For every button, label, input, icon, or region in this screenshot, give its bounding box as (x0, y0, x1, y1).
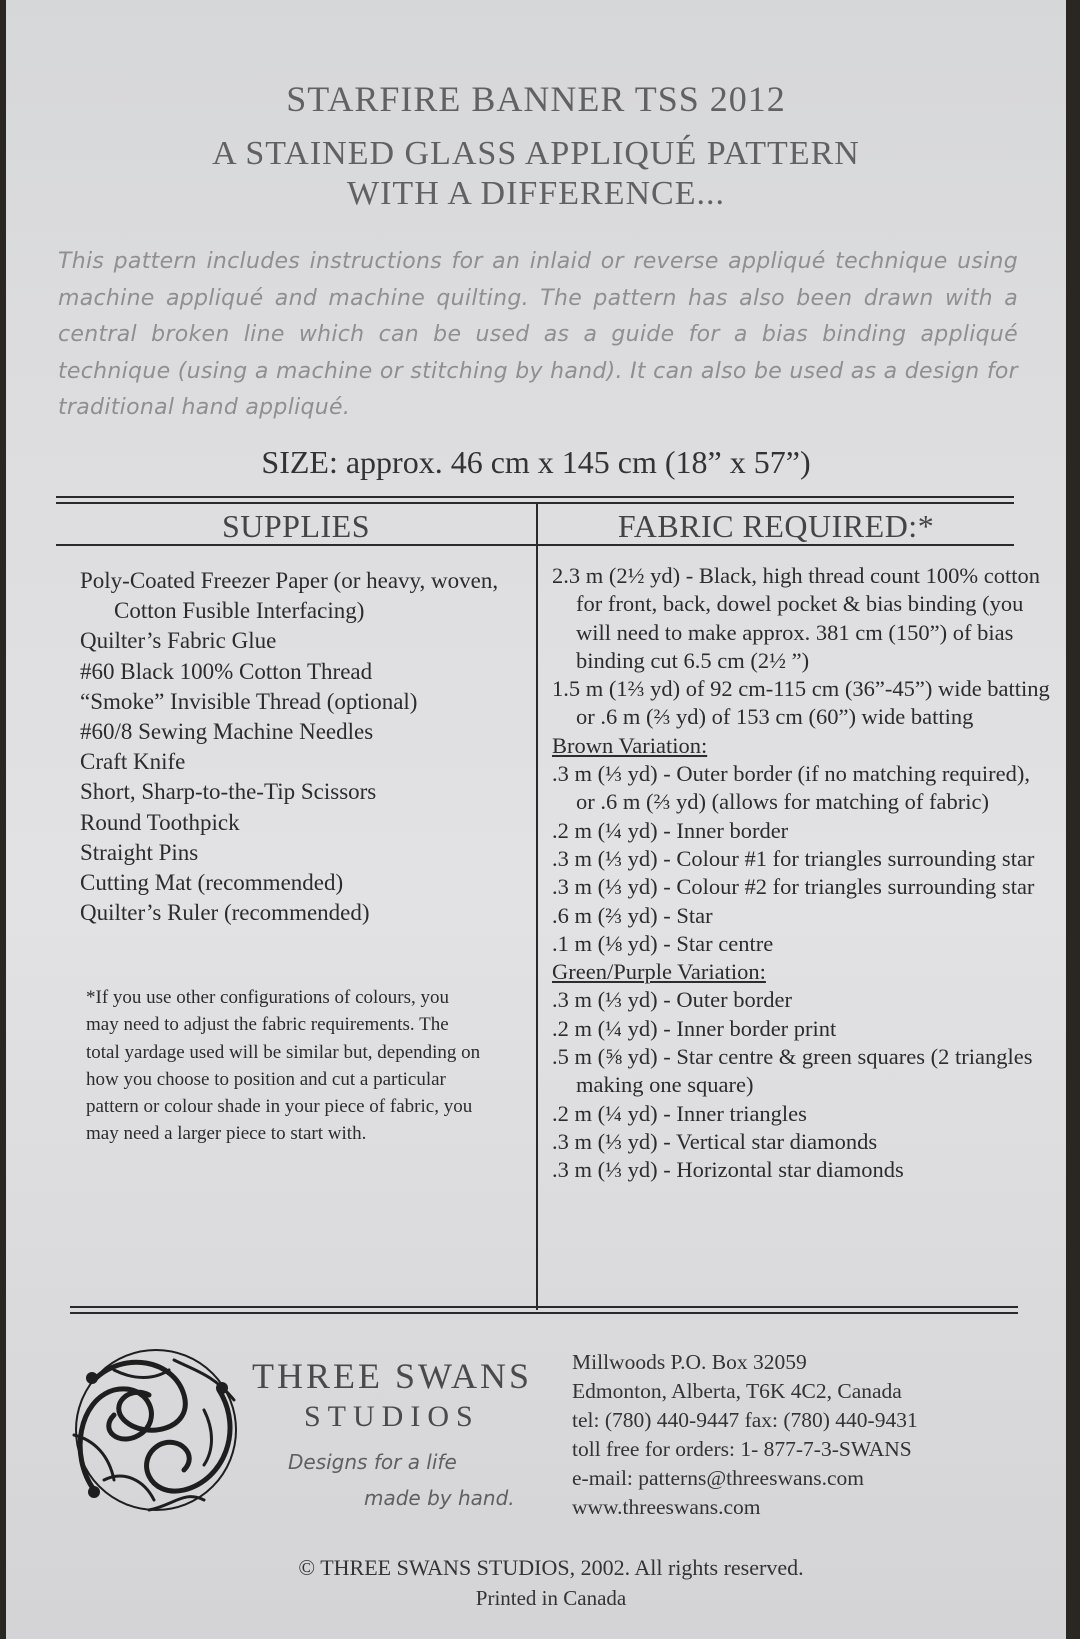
copyright-line: © THREE SWANS STUDIOS, 2002. All rights reserved. (298, 1555, 804, 1580)
green-purple-variation-heading: Green/Purple Variation: (552, 959, 766, 985)
list-item: Quilter’s Ruler (recommended) (80, 900, 370, 926)
list-item: .2 m (¼ yd) - Inner border print (552, 1015, 837, 1041)
list-item: Craft Knife (80, 749, 186, 775)
contact-toll-free: toll free for orders: 1- 877-7-3-SWANS (572, 1437, 912, 1461)
list-item: #60 Black 100% Cotton Thread (80, 658, 373, 684)
table-top-rule-1 (56, 496, 1014, 498)
table-bottom-rule-2 (70, 1312, 1018, 1314)
list-item: Round Toothpick (80, 809, 240, 835)
list-item: “Smoke” Invisible Thread (optional) (80, 688, 418, 714)
tagline-line-1: Designs for a life (288, 1450, 457, 1474)
list-item: Cutting Mat (recommended) (80, 870, 344, 896)
supplies-footnote: *If you use other configurations of colours, you may need to adjust the fabric requirements. The total yardage used will be similar but, depending on how you choose to position and cut a particular pattern or colour shade in your piece of fabric, you may need a larger piece to start with. (86, 987, 481, 1145)
subtitle-line-2: WITH A DIFFERENCE... (347, 175, 725, 212)
table-top-rule-2 (56, 502, 1014, 504)
fabric-list (552, 562, 1052, 1185)
page-subtitle (6, 134, 1066, 214)
contact-address: Millwoods P.O. Box 32059 (572, 1350, 807, 1374)
list-item: #60/8 Sewing Machine Needles (80, 719, 374, 745)
list-item: .3 m (⅓ yd) - Outer border (552, 987, 792, 1013)
list-item: .3 m (⅓ yd) - Vertical star diamonds (552, 1128, 878, 1154)
fabric-heading: FABRIC REQUIRED:* (617, 508, 935, 544)
list-item: Quilter’s Fabric Glue (80, 628, 277, 654)
list-item: 2.3 m (2½ yd) - Black, high thread count 100% cotton for front, back, dowel pocket & bias binding (you will need to make approx. 381 cm (150”) of bias binding cut 6.5 cm (2½ ”) (552, 563, 1041, 673)
pattern-back-cover (6, 0, 1066, 1639)
list-item: .5 m (⅝ yd) - Star centre & green squares (2 triangles making one square) (552, 1044, 1033, 1098)
supplies-heading: SUPPLIES (221, 508, 371, 544)
brown-variation-heading: Brown Variation: (552, 732, 708, 758)
column-divider (536, 502, 538, 1310)
list-item: Poly-Coated Freezer Paper (or heavy, woven, Cotton Fusible Interfacing) (80, 568, 499, 624)
list-item: .3 m (⅓ yd) - Colour #1 for triangles surrounding star (552, 845, 1035, 871)
contact-block (572, 1348, 1052, 1522)
printed-in-line: Printed in Canada (475, 1586, 627, 1610)
table-bottom-rule-1 (70, 1306, 1018, 1308)
list-item: 1.5 m (1⅔ yd) of 92 cm-115 cm (36”-45”) wide batting or .6 m (⅔ yd) of 153 cm (60”) wide batting (552, 676, 1050, 730)
contact-phone: tel: (780) 440-9447 fax: (780) 440-9431 (572, 1408, 918, 1432)
intro-paragraph: This pattern includes instructions for an inlaid or reverse appliqué technique using machine appliqué and machine quilting. The pattern has also been drawn with a central broken line which can be used as a guide for a bias binding appliqué technique (using a machine or stitching by hand). It can also be used as a design for traditional hand appliqué. (58, 249, 1018, 420)
list-item: .3 m (⅓ yd) - Outer border (if no matching required), or .6 m (⅔ yd) (allows for matching of fabric) (552, 761, 1030, 815)
supplies-list (80, 566, 530, 928)
brand-name-line-1: THREE SWANS (252, 1356, 533, 1396)
list-item: .3 m (⅓ yd) - Colour #2 for triangles surrounding star (552, 874, 1035, 900)
page-title: STARFIRE BANNER TSS 2012 (286, 79, 786, 119)
contact-city: Edmonton, Alberta, T6K 4C2, Canada (572, 1379, 902, 1403)
contact-email: e-mail: patterns@threeswans.com (572, 1466, 865, 1490)
celtic-swans-knot-icon (54, 1340, 258, 1520)
list-item: Straight Pins (80, 839, 199, 865)
subtitle-line-1: A STAINED GLASS APPLIQUÉ PATTERN (212, 135, 860, 172)
tagline-line-2: made by hand. (364, 1486, 515, 1510)
contact-website: www.threeswans.com (572, 1495, 761, 1519)
list-item: .2 m (¼ yd) - Inner triangles (552, 1100, 807, 1126)
list-item: .3 m (⅓ yd) - Horizontal star diamonds (552, 1157, 904, 1183)
list-item: .2 m (¼ yd) - Inner border (552, 817, 789, 843)
brand-name-line-2: STUDIOS (304, 1400, 480, 1433)
list-item: Short, Sharp-to-the-Tip Scissors (80, 779, 377, 805)
list-item: .1 m (⅛ yd) - Star centre (552, 930, 774, 956)
list-item: .6 m (⅔ yd) - Star (552, 902, 713, 928)
size-line: SIZE: approx. 46 cm x 145 cm (18” x 57”) (261, 444, 811, 480)
